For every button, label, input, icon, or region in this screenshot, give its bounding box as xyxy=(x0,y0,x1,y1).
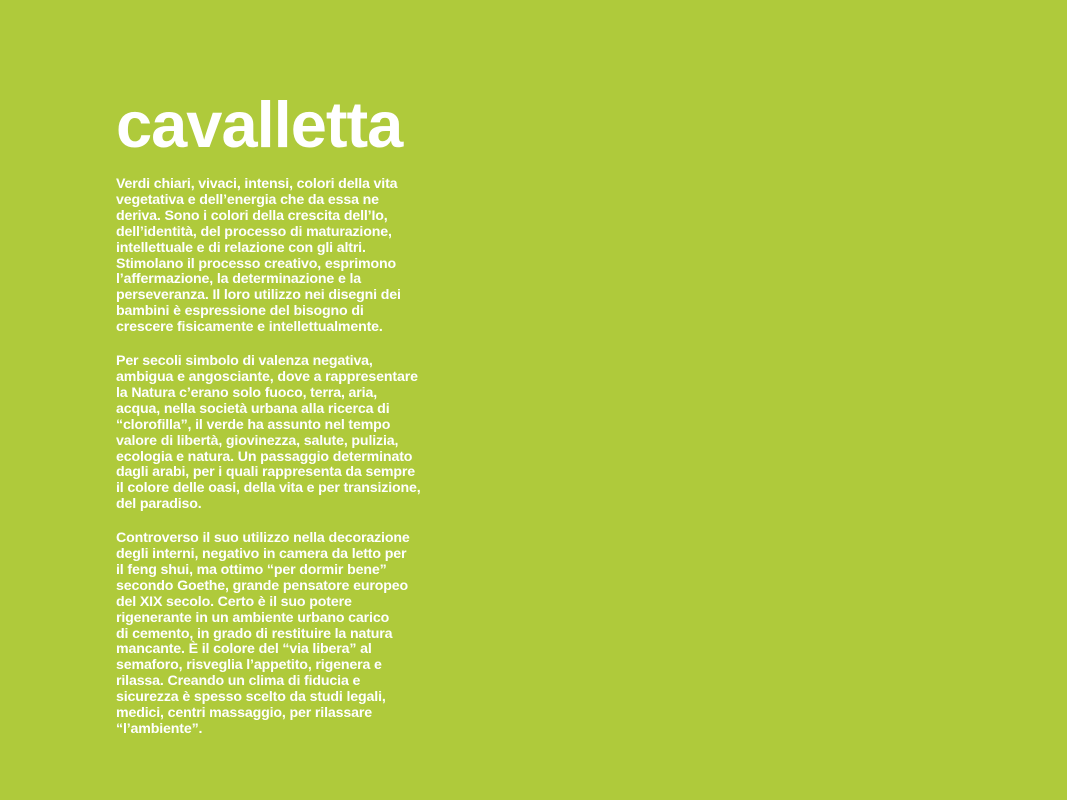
text-line: dell’identità, del processo di maturazione, xyxy=(116,223,392,240)
text-line: bambini è espressione del bisogno di xyxy=(116,303,364,320)
paragraph-2 xyxy=(116,354,476,513)
text-line: mancante. È il colore del “via libera” al xyxy=(116,641,372,658)
text-line: dagli arabi, per i quali rappresenta da sempre xyxy=(116,464,416,481)
text-line: vegetativa e dell’energia che da essa ne xyxy=(116,191,379,208)
text-line: crescere fisicamente e intellettualmente. xyxy=(116,319,383,336)
text-line: la Natura c’erano solo fuoco, terra, aria, xyxy=(116,384,377,401)
text-line: valore di libertà, giovinezza, salute, pulizia, xyxy=(116,432,399,449)
text-line: rigenerante in un ambiente urbano carico xyxy=(116,609,390,626)
text-line: l’affermazione, la determinazione e la xyxy=(116,271,362,288)
text-line: intellettuale e di relazione con gli altri. xyxy=(116,239,366,256)
text-line: il colore delle oasi, della vita e per transizione, xyxy=(116,480,421,497)
text-line: perseveranza. Il loro utilizzo nei disegni dei xyxy=(116,287,401,304)
text-line: sicurezza è spesso scelto da studi legali, xyxy=(116,689,386,706)
text-line: di cemento, in grado di restituire la natura xyxy=(116,625,393,642)
text-line: deriva. Sono i colori della crescita dell’Io, xyxy=(116,207,388,224)
text-line: medici, centri massaggio, per rilassare xyxy=(116,705,372,722)
text-line: ecologia e natura. Un passaggio determinato xyxy=(116,448,413,465)
text-line: Stimolano il processo creativo, esprimono xyxy=(116,255,397,272)
paragraph-3 xyxy=(116,531,476,738)
page-title: cavalletta xyxy=(116,88,403,161)
text-line: Controverso il suo utilizzo nella decorazione xyxy=(116,530,410,547)
text-line: secondo Goethe, grande pensatore europeo xyxy=(116,577,408,594)
text-line: del paradiso. xyxy=(116,496,202,513)
text-line: “clorofilla”, il verde ha assunto nel tempo xyxy=(116,416,391,433)
text-line: il feng shui, ma ottimo “per dormir bene” xyxy=(116,561,387,578)
text-line: ambigua e angosciante, dove a rappresentare xyxy=(116,368,418,385)
text-line: semaforo, risveglia l’appetito, rigenera e xyxy=(116,657,382,674)
text-line: del XIX secolo. Certo è il suo potere xyxy=(116,593,352,610)
text-line: rilassa. Creando un clima di fiducia e xyxy=(116,673,361,690)
text-line: Per secoli simbolo di valenza negativa, xyxy=(116,353,373,370)
text-line: degli interni, negativo in camera da letto per xyxy=(116,546,407,563)
paragraph-1 xyxy=(116,177,476,336)
text-line: acqua, nella società urbana alla ricerca di xyxy=(116,400,390,417)
text-line: Verdi chiari, vivaci, intensi, colori della vita xyxy=(116,176,398,192)
text-line: “l’ambiente”. xyxy=(116,721,203,737)
body-text xyxy=(116,177,476,756)
